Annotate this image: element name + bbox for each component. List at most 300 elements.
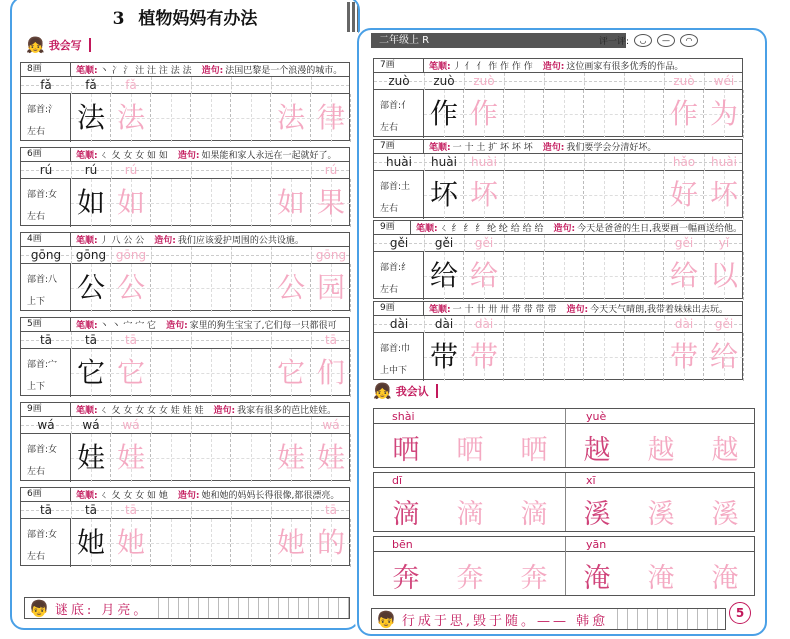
recognize-character: 晒 (456, 435, 484, 466)
stroke-count: 8画 (21, 63, 71, 76)
writing-cell[interactable] (151, 179, 191, 227)
writing-cell[interactable] (191, 94, 231, 142)
trace-character: 园 (316, 271, 345, 304)
main-character: 它 (76, 356, 105, 389)
pinyin-cell[interactable] (504, 154, 544, 171)
section-label-recognize: 👧 我会认 (373, 382, 438, 400)
writing-cell[interactable] (504, 252, 544, 300)
card-side-info (374, 252, 424, 300)
pinyin-cell[interactable]: tā (124, 333, 138, 347)
writing-grid (71, 434, 349, 482)
pinyin-cell: gěi (434, 236, 454, 250)
structure: 左右 (27, 212, 46, 222)
pinyin-cell[interactable] (271, 417, 311, 434)
pinyin-text: wá (37, 418, 55, 432)
structure: 上中下 (380, 366, 408, 376)
stroke-count: 5画 (21, 318, 71, 331)
trace-character: 如 (276, 186, 305, 219)
example-sentence: 如果能和家人永远在一起就好了。 (201, 151, 337, 161)
pinyin-left: dī (392, 474, 403, 487)
recognize-character: 晒 (520, 435, 548, 466)
trace-character: 给 (469, 259, 498, 292)
pinyin-cell[interactable]: tā (124, 503, 138, 517)
radical: 部首:女 (27, 530, 58, 540)
writing-cell[interactable] (231, 94, 271, 142)
trace-character: 坏 (709, 178, 738, 211)
page-number: 5 (729, 602, 751, 624)
pinyin-cell[interactable] (624, 154, 664, 171)
pinyin-cell[interactable] (584, 73, 624, 90)
writing-grid (424, 252, 742, 300)
main-character: 娃 (76, 441, 105, 474)
radical: 部首:亻 (380, 101, 411, 111)
trace-character: 作 (669, 97, 698, 130)
pinyin-cell[interactable] (151, 77, 191, 94)
pinyin-cell[interactable]: wá (122, 418, 140, 432)
pinyin-cell[interactable]: wéi (713, 74, 735, 88)
writing-cell[interactable] (624, 90, 664, 138)
writing-cell[interactable] (584, 90, 624, 138)
pinyin-row (21, 417, 349, 434)
sentence-label: 造句: (201, 66, 224, 76)
stroke-order-label: 笔顺: (429, 62, 451, 72)
stroke-order-label: 笔顺: (429, 305, 451, 315)
pinyin-text: tā (39, 333, 53, 347)
pinyin-cell[interactable] (271, 162, 311, 179)
pinyin-row (21, 332, 349, 349)
pinyin-cell[interactable] (504, 316, 544, 333)
pinyin-cell[interactable] (231, 417, 271, 434)
character-card (20, 402, 350, 481)
sentence-label: 造句: (553, 224, 576, 234)
pinyin-cell[interactable] (271, 77, 311, 94)
pinyin-row (374, 473, 754, 488)
pinyin-cell: wá (82, 418, 100, 432)
pinyin-cell[interactable] (191, 417, 231, 434)
pinyin-cell[interactable] (191, 77, 231, 94)
structure: 左右 (380, 123, 399, 133)
stroke-order: ㄑ 夂 女 女 如 如 (99, 151, 168, 161)
pinyin-cell[interactable]: hǎo (672, 155, 696, 169)
pinyin-row (21, 162, 349, 179)
trace-character: 为 (709, 97, 738, 130)
main-character: 作 (429, 97, 458, 130)
sentence-label: 造句: (154, 236, 176, 246)
pinyin-cell[interactable] (191, 332, 231, 349)
trace-character: 好 (669, 178, 698, 211)
stroke-order-label: 笔顺: (76, 66, 98, 76)
recognize-character: 滴 (392, 499, 420, 530)
pinyin-cell[interactable] (544, 73, 584, 90)
recognize-character: 奔 (456, 563, 484, 594)
pinyin-right: yuè (586, 410, 607, 423)
pinyin-cell[interactable] (271, 502, 311, 519)
writing-cell[interactable] (504, 90, 544, 138)
sad-face-icon[interactable]: ◠ (680, 34, 698, 47)
pinyin-cell[interactable]: huài (471, 155, 497, 169)
writing-cell[interactable] (191, 349, 231, 397)
writing-cell[interactable] (191, 434, 231, 482)
stroke-order-label: 笔顺: (416, 224, 438, 234)
stroke-count: 9画 (21, 403, 71, 416)
pinyin-cell[interactable] (504, 73, 544, 90)
pinyin-cell[interactable] (544, 316, 584, 333)
writing-grid (424, 333, 742, 381)
main-character: 坏 (429, 178, 458, 211)
stroke-count: 9画 (374, 221, 411, 234)
card-info-row (374, 59, 742, 73)
recognize-character: 淹 (647, 563, 675, 594)
pinyin-cell[interactable] (231, 162, 271, 179)
writing-grid (71, 349, 349, 397)
pinyin-cell: fǎ (85, 78, 97, 92)
trace-character: 带 (469, 340, 498, 373)
girl-icon: 👧 (373, 382, 392, 400)
card-info-row (374, 140, 742, 154)
writing-cell[interactable] (231, 179, 271, 227)
stroke-count: 4画 (21, 233, 71, 246)
pinyin-cell[interactable] (191, 247, 231, 264)
pinyin-cell[interactable]: gěi (714, 317, 734, 331)
pinyin-cell[interactable] (151, 502, 191, 519)
pinyin-text: dài (389, 317, 409, 331)
writing-cell[interactable] (151, 349, 191, 397)
writing-cell[interactable] (151, 519, 191, 567)
trace-character: 公 (116, 271, 145, 304)
pinyin-text: gōng (30, 248, 62, 262)
pinyin-cell[interactable] (231, 502, 271, 519)
writing-cell[interactable] (544, 333, 584, 381)
pinyin-cell[interactable]: rú (324, 163, 338, 177)
stroke-count: 7画 (374, 59, 424, 72)
neutral-face-icon[interactable]: — (657, 34, 675, 47)
structure: 左右 (380, 204, 399, 214)
recognize-character: 溪 (583, 499, 611, 530)
pinyin-cell[interactable] (624, 73, 664, 90)
pinyin-cell[interactable]: wá (322, 418, 340, 432)
example-sentence: 我家有很多的芭比娃娃。 (237, 406, 337, 416)
writing-cell[interactable] (544, 90, 584, 138)
trace-character: 娃 (116, 441, 145, 474)
recognize-strip (373, 472, 755, 532)
structure: 上下 (27, 297, 46, 307)
stroke-order: 一 十 土 扩 坏 坏 坏 (452, 143, 533, 153)
pinyin-cell[interactable] (151, 332, 191, 349)
radical: 部首:氵 (27, 105, 58, 115)
recognize-character: 滴 (456, 499, 484, 530)
recognize-character: 晒 (392, 435, 420, 466)
character-card (373, 139, 743, 218)
radical: 部首:女 (27, 445, 58, 455)
recognize-character: 溪 (647, 499, 675, 530)
recognize-character: 越 (711, 435, 739, 466)
pinyin-cell[interactable]: zuò (673, 74, 695, 88)
writing-grid (71, 264, 349, 312)
self-evaluation: 评一评: ◡ — ◠ (599, 34, 698, 47)
card-info-row (374, 221, 742, 235)
card-info-row (374, 302, 742, 316)
card-info-row (21, 488, 349, 502)
stroke-order: 丿 亻 亻 作 作 作 作 (452, 62, 533, 72)
structure: 左右 (27, 127, 46, 137)
pinyin-cell[interactable]: rú (124, 163, 138, 177)
writing-cell[interactable] (624, 171, 664, 219)
card-side-info (374, 333, 424, 381)
card-info-row (21, 148, 349, 162)
pinyin-cell[interactable] (151, 247, 191, 264)
trace-character: 它 (276, 356, 305, 389)
stroke-order-label: 笔顺: (76, 151, 98, 161)
smile-face-icon[interactable]: ◡ (634, 34, 652, 47)
stroke-order-label: 笔顺: (76, 406, 98, 416)
writing-cell[interactable] (231, 519, 271, 567)
pinyin-row (374, 73, 742, 90)
pinyin-cell[interactable] (544, 154, 584, 171)
writing-cell[interactable] (191, 264, 231, 312)
structure: 左右 (27, 467, 46, 477)
card-side-info (21, 264, 71, 312)
writing-cell[interactable] (231, 349, 271, 397)
trace-character: 法 (276, 101, 305, 134)
pinyin-cell[interactable]: gěi (474, 236, 494, 250)
stroke-order: ㄑ 夂 女 女 如 她 (99, 491, 168, 501)
card-side-info (21, 94, 71, 142)
radical: 部首:土 (380, 182, 411, 192)
stroke-count: 9画 (374, 302, 424, 315)
character-card (373, 301, 743, 380)
grade-label: 二年级上 R (371, 33, 626, 48)
trace-character: 们 (316, 356, 345, 389)
stroke-order-label: 笔顺: (76, 491, 98, 501)
stroke-count: 6画 (21, 148, 71, 161)
pinyin-cell[interactable] (624, 316, 664, 333)
card-side-info (21, 434, 71, 482)
pinyin-text: zuò (388, 74, 410, 88)
pinyin-row (21, 247, 349, 264)
example-sentence: 今天是爸爸的生日,我要画一幅画送给他。 (577, 224, 742, 234)
pinyin-cell[interactable]: gōng (115, 248, 147, 262)
recognize-character: 淹 (583, 563, 611, 594)
example-sentence: 这位画家有很多优秀的作品。 (566, 62, 684, 72)
recognize-character: 越 (583, 435, 611, 466)
trace-character: 带 (669, 340, 698, 373)
pinyin-cell[interactable]: tā (324, 333, 338, 347)
left-page (10, 0, 360, 630)
main-character: 带 (429, 340, 458, 373)
pinyin-cell: rú (84, 163, 98, 177)
pinyin-cell[interactable] (624, 235, 664, 252)
trace-character: 她 (116, 526, 145, 559)
pinyin-row (374, 235, 742, 252)
pinyin-cell[interactable] (504, 235, 544, 252)
right-page (357, 28, 767, 636)
girl-icon: 👧 (26, 36, 45, 54)
sentence-label: 造句: (542, 143, 565, 153)
recognize-character: 淹 (711, 563, 739, 594)
writing-cell[interactable] (151, 94, 191, 142)
pinyin-cell: tā (84, 333, 98, 347)
pinyin-cell: tā (84, 503, 98, 517)
trace-character: 坏 (469, 178, 498, 211)
card-side-info (374, 171, 424, 219)
example-sentence: 今天天气晴朗,我带着妹妹出去玩。 (590, 305, 728, 315)
radical: 部首:宀 (27, 360, 58, 370)
pinyin-cell[interactable] (231, 332, 271, 349)
lesson-number: 3 (112, 9, 125, 29)
pinyin-cell[interactable]: fǎ (125, 78, 137, 92)
pinyin-cell[interactable] (584, 154, 624, 171)
pinyin-row (21, 77, 349, 94)
recognize-character: 越 (647, 435, 675, 466)
writing-grid (424, 90, 742, 138)
pinyin-left: shài (392, 410, 415, 423)
lesson-title (12, 4, 358, 29)
boy-icon: 👦 (29, 598, 49, 618)
example-sentence: 我们应该爱护周围的公共设施。 (177, 236, 304, 246)
example-sentence: 法国巴黎是一个浪漫的城市。 (225, 66, 343, 76)
card-info-row (21, 318, 349, 332)
writing-cell[interactable] (231, 264, 271, 312)
card-side-info (21, 519, 71, 567)
pinyin-cell[interactable] (151, 162, 191, 179)
stroke-count: 6画 (21, 488, 71, 501)
trace-character: 她 (276, 526, 305, 559)
pinyin-row (374, 409, 754, 424)
trace-character: 律 (316, 101, 345, 134)
card-info-row (21, 403, 349, 417)
pinyin-cell[interactable] (151, 417, 191, 434)
writing-cell[interactable] (544, 171, 584, 219)
pinyin-cell[interactable]: dài (674, 317, 694, 331)
boy-icon: 👦 (376, 609, 396, 629)
pinyin-cell: gōng (75, 248, 107, 262)
qr-code-icon (347, 2, 360, 32)
character-card (20, 232, 350, 311)
example-sentence: 我们要学会分清好坏。 (566, 143, 657, 153)
pinyin-cell[interactable] (584, 235, 624, 252)
pinyin-cell[interactable] (271, 332, 311, 349)
structure: 左右 (27, 552, 46, 562)
trace-character: 如 (116, 186, 145, 219)
pinyin-row (374, 537, 754, 552)
pinyin-cell[interactable] (311, 77, 351, 94)
radical: 部首:女 (27, 190, 58, 200)
trace-character: 法 (116, 101, 145, 134)
sentence-label: 造句: (166, 321, 188, 331)
main-character: 她 (76, 526, 105, 559)
writing-cell[interactable] (151, 264, 191, 312)
trace-character: 的 (316, 526, 345, 559)
pinyin-cell[interactable] (231, 77, 271, 94)
character-card (373, 220, 743, 299)
card-side-info (374, 90, 424, 138)
stroke-order: 丿 八 公 公 (99, 236, 145, 246)
pinyin-row (21, 502, 349, 519)
main-character: 给 (429, 259, 458, 292)
pinyin-cell[interactable]: dài (474, 317, 494, 331)
pinyin-cell[interactable] (584, 316, 624, 333)
pinyin-cell[interactable] (544, 235, 584, 252)
writing-grid (71, 519, 349, 567)
card-info-row (21, 63, 349, 77)
sentence-label: 造句: (177, 491, 200, 501)
sentence-label: 造句: (542, 62, 565, 72)
trace-character: 公 (276, 271, 305, 304)
pinyin-left: bēn (392, 538, 413, 551)
recognize-character: 奔 (520, 563, 548, 594)
trace-character: 娃 (316, 441, 345, 474)
card-info-row (21, 233, 349, 247)
recognize-character: 滴 (520, 499, 548, 530)
trace-character: 娃 (276, 441, 305, 474)
writing-cell[interactable] (624, 333, 664, 381)
radical: 部首:八 (27, 275, 58, 285)
quote-banner: 👦 行成于思,毁于随。—— 韩愈 (371, 608, 726, 630)
recognize-strip (373, 536, 755, 596)
pinyin-text: fǎ (40, 78, 52, 92)
main-character: 公 (76, 271, 105, 304)
card-side-info (21, 179, 71, 227)
character-card (20, 317, 350, 396)
writing-cell[interactable] (584, 171, 624, 219)
writing-cell[interactable] (544, 252, 584, 300)
radical: 部首:巾 (380, 344, 411, 354)
pinyin-text: gěi (389, 236, 409, 250)
radical: 部首:纟 (380, 263, 411, 273)
pinyin-cell[interactable]: tā (324, 503, 338, 517)
writing-cell[interactable] (151, 434, 191, 482)
recognize-strip (373, 408, 755, 468)
trace-character: 果 (316, 186, 345, 219)
pinyin-cell: dài (434, 317, 454, 331)
card-side-info (21, 349, 71, 397)
main-character: 法 (76, 101, 105, 134)
pinyin-right: yān (586, 538, 607, 551)
writing-grid (71, 94, 349, 142)
pinyin-cell[interactable] (191, 502, 231, 519)
stroke-order-label: 笔顺: (76, 236, 98, 246)
writing-grid (424, 171, 742, 219)
trace-character: 给 (709, 340, 738, 373)
writing-cell[interactable] (624, 252, 664, 300)
pinyin-cell[interactable]: gōng (315, 248, 347, 262)
writing-cell[interactable] (231, 434, 271, 482)
example-sentence: 家里的狗生宝宝了,它们每一只都很可 (189, 321, 337, 331)
pinyin-cell[interactable]: gěi (674, 236, 694, 250)
stroke-order-label: 笔顺: (76, 321, 98, 331)
pinyin-cell[interactable]: huài (711, 155, 737, 169)
writing-cell[interactable] (584, 333, 624, 381)
trace-character: 作 (469, 97, 498, 130)
stroke-order: 一 十 卄 卅 卅 带 带 带 带 (452, 305, 557, 315)
writing-cell[interactable] (191, 179, 231, 227)
sentence-label: 造句: (566, 305, 589, 315)
writing-cell[interactable] (504, 171, 544, 219)
pinyin-cell[interactable] (231, 247, 271, 264)
sentence-label: 造句: (213, 406, 236, 416)
writing-cell[interactable] (191, 519, 231, 567)
pinyin-cell: huài (431, 155, 457, 169)
writing-cell[interactable] (504, 333, 544, 381)
pinyin-cell[interactable]: yǐ (718, 236, 730, 250)
pinyin-cell[interactable] (191, 162, 231, 179)
character-card (373, 58, 743, 137)
section-label-write: 👧 我会写 (26, 36, 91, 54)
pinyin-cell[interactable] (271, 247, 311, 264)
pinyin-cell[interactable]: zuò (473, 74, 495, 88)
writing-cell[interactable] (584, 252, 624, 300)
pinyin-row (374, 154, 742, 171)
